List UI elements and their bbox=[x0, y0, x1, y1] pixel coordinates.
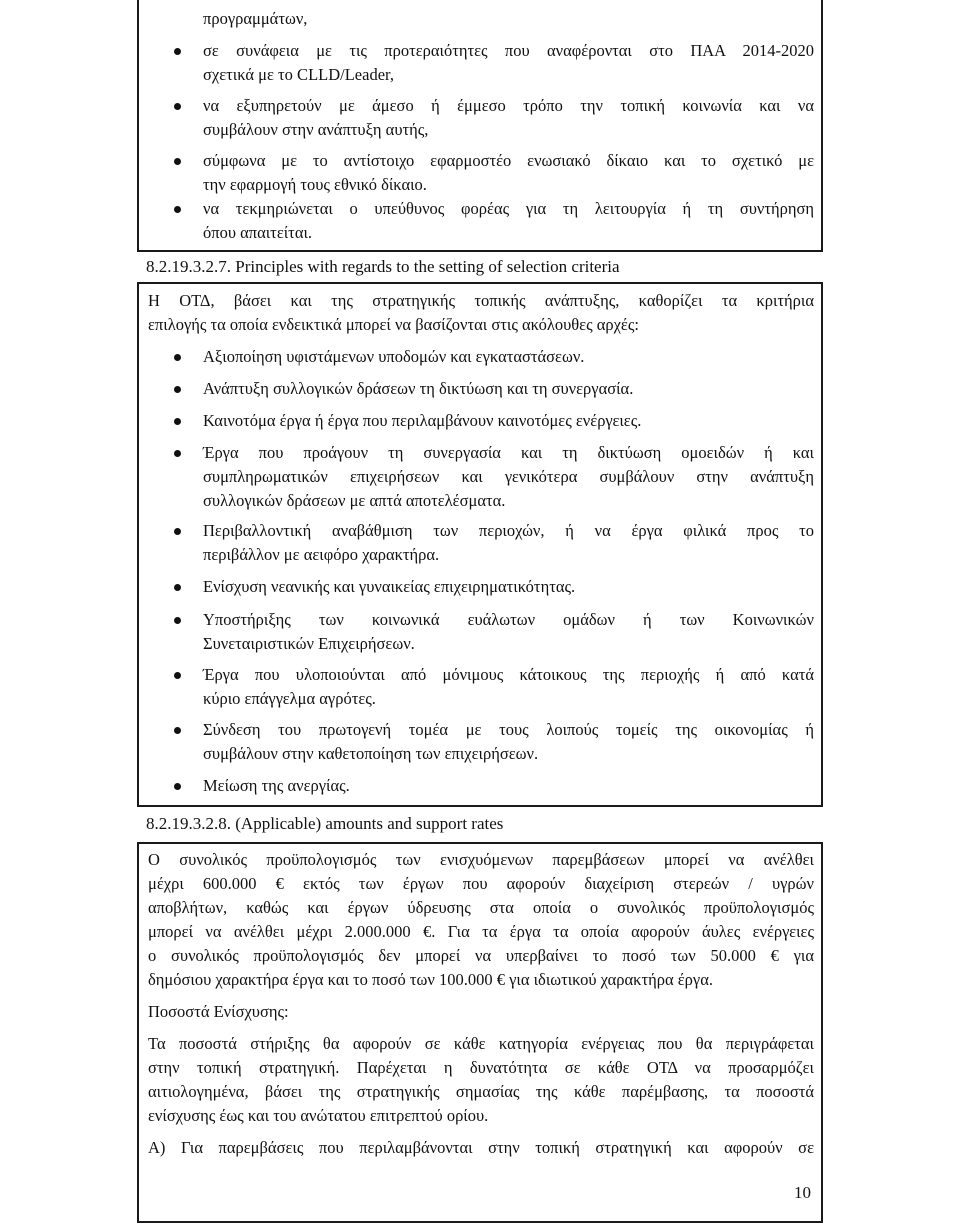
list-item-line: Αξιοποίηση υφιστάμενων υποδομών και εγκαταστάσεων. bbox=[203, 347, 585, 366]
list-item-line: Καινοτόμα έργα ή έργα που περιλαμβάνουν καινοτόμες ενέργειες. bbox=[203, 411, 642, 430]
list-item-line: συμπληρωματικών επιχειρήσεων και γενικότερα συμβάλουν στην ανάπτυξη bbox=[203, 467, 814, 486]
paragraph-line: ο συνολικός προϋπολογισμός δεν μπορεί να υπερβαίνει το ποσό των 50.000 € για bbox=[148, 946, 814, 965]
bullet-icon bbox=[174, 158, 181, 165]
list-item-line: περιβάλλον με αειφόρο χαρακτήρα. bbox=[203, 545, 440, 564]
paragraph-line: ενίσχυσης έως και του ανώτατου επιτρεπτού ορίου. bbox=[148, 1106, 489, 1125]
bullet-icon bbox=[174, 783, 181, 790]
list-item-line: Μείωση της ανεργίας. bbox=[203, 776, 350, 795]
list-item-line: να τεκμηριώνεται ο υπεύθυνος φορέας για τη λειτουργία ή τη συντήρηση bbox=[203, 199, 814, 218]
bullet-icon bbox=[174, 418, 181, 425]
list-item-line: σε συνάφεια με τις προτεραιότητες που αναφέρονται στο ΠΑΑ 2014-2020 bbox=[203, 41, 814, 60]
list-item-line: Υποστήριξης των κοινωνικά ευάλωτων ομάδων ή των Κοινωνικών bbox=[203, 610, 814, 629]
list-item-line: Έργα που προάγουν τη συνεργασία και τη δικτύωση ομοειδών ή και bbox=[203, 443, 814, 462]
bullet-icon bbox=[174, 584, 181, 591]
intro-line: επιλογής τα οποία ενδεικτικά μπορεί να βασίζονται στις ακόλουθες αρχές: bbox=[148, 315, 639, 334]
bullet-icon bbox=[174, 48, 181, 55]
section-heading-amounts: 8.2.19.3.2.8. (Applicable) amounts and support rates bbox=[146, 814, 504, 833]
paragraph-line: Ο συνολικός προϋπολογισμός των ενισχυόμενων παρεμβάσεων μπορεί να ανέλθει bbox=[148, 850, 814, 869]
list-item-line: Περιβαλλοντική αναβάθμιση των περιοχών, ή να έργα φιλικά προς το bbox=[203, 521, 814, 540]
list-item-line: κύριο επάγγελμα αγρότες. bbox=[203, 689, 376, 708]
list-item-line: όπου απαιτείται. bbox=[203, 223, 313, 242]
paragraph-line: στην τοπική στρατηγική. Παρέχεται η δυνατότητα σε κάθε ΟΤΔ να προσαρμόζει bbox=[148, 1058, 814, 1077]
continued-line: προγραμμάτων, bbox=[203, 9, 308, 28]
list-item-line: Ενίσχυση νεανικής και γυναικείας επιχειρηματικότητας. bbox=[203, 577, 576, 596]
bullet-icon bbox=[174, 354, 181, 361]
bullet-icon bbox=[174, 727, 181, 734]
paragraph-line: Τα ποσοστά στήριξης θα αφορούν σε κάθε κατηγορία ενέργειας που θα περιγράφεται bbox=[148, 1034, 814, 1053]
bullet-icon bbox=[174, 528, 181, 535]
intro-line: Η ΟΤΔ, βάσει και της στρατηγικής τοπικής ανάπτυξης, καθορίζει τα κριτήρια bbox=[148, 291, 814, 310]
list-item-line: συλλογικών δράσεων με απτά αποτελέσματα. bbox=[203, 491, 506, 510]
paragraph-line: δημόσιου χαρακτήρα έργα και το ποσό των 100.000 € για ιδιωτικού χαρακτήρα έργα. bbox=[148, 970, 713, 989]
bullet-icon bbox=[174, 450, 181, 457]
list-item-line: Έργα που υλοποιούνται από μόνιμους κάτοικους της περιοχής ή από κατά bbox=[203, 665, 814, 684]
bullet-icon bbox=[174, 103, 181, 110]
paragraph-line: αποβλήτων, καθώς και έργων ύδρευσης στα οποία ο συνολικός προϋπολογισμός bbox=[148, 898, 814, 917]
bullet-icon bbox=[174, 206, 181, 213]
list-item-line: Ανάπτυξη συλλογικών δράσεων τη δικτύωση και τη συνεργασία. bbox=[203, 379, 634, 398]
list-item-line: σύμφωνα με το αντίστοιχο εφαρμοστέο ενωσιακό δίκαιο και το σχετικό με bbox=[203, 151, 814, 170]
bullet-icon bbox=[174, 386, 181, 393]
paragraph-line: μπορεί να ανέλθει μέχρι 2.000.000 €. Για τα έργα τα οποία αφορούν άυλες ενέργειες bbox=[148, 922, 814, 941]
section-heading-selection-criteria: 8.2.19.3.2.7. Principles with regards to the setting of selection criteria bbox=[146, 257, 620, 276]
page-number: 10 bbox=[794, 1183, 811, 1202]
paragraph-line: μέχρι 600.000 € εκτός των έργων που αφορούν διαχείριση στερεών / υγρών bbox=[148, 874, 814, 893]
list-item-line: Συνεταιριστικών Επιχειρήσεων. bbox=[203, 634, 415, 653]
list-item-line: την εφαρμογή τους εθνικό δίκαιο. bbox=[203, 175, 427, 194]
paragraph-line: Α) Για παρεμβάσεις που περιλαμβάνονται στην τοπική στρατηγική και αφορούν σε bbox=[148, 1138, 814, 1157]
list-item-line: σχετικά με το CLLD/Leader, bbox=[203, 65, 394, 84]
list-item-line: Σύνδεση του πρωτογενή τομέα με τους λοιπούς τομείς της οικονομίας ή bbox=[203, 720, 814, 739]
list-item-line: να εξυπηρετούν με άμεσο ή έμμεσο τρόπο την τοπική κοινωνία και να bbox=[203, 96, 814, 115]
list-item-line: συμβάλουν στην ανάπτυξη αυτής, bbox=[203, 120, 429, 139]
list-item-line: συμβάλουν στην καθετοποίηση των επιχειρήσεων. bbox=[203, 744, 539, 763]
bullet-icon bbox=[174, 672, 181, 679]
rates-label: Ποσοστά Ενίσχυσης: bbox=[148, 1002, 289, 1021]
paragraph-line: αιτιολογημένα, βάσει της στρατηγικής σημασίας της κάθε παρέμβασης, τα ποσοστά bbox=[148, 1082, 814, 1101]
bullet-icon bbox=[174, 617, 181, 624]
